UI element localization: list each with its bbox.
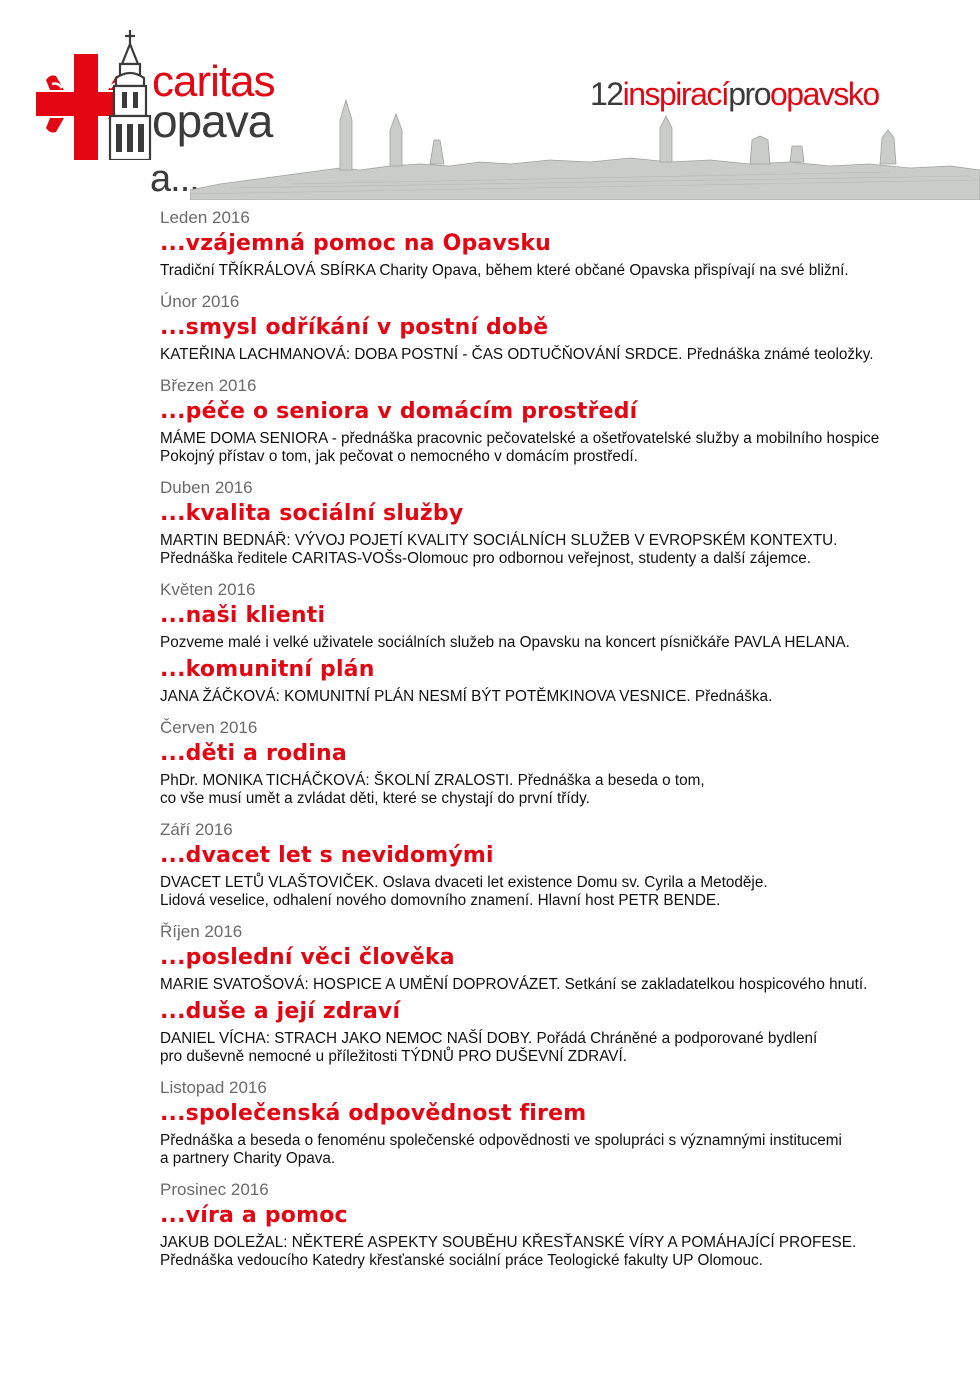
- month-label: Duben 2016: [160, 478, 253, 497]
- topic-description-line: Tradiční TŘÍKRÁLOVÁ SBÍRKA Charity Opava, během které občané Opavska přispívají na své bližní.: [160, 262, 849, 279]
- topic-title: ...péče o seniora v domácím prostředí: [160, 399, 638, 424]
- slogan-word-opavsko: opavsko: [770, 76, 879, 112]
- slogan-word-pro: pro: [728, 76, 770, 112]
- month-label: Září 2016: [160, 820, 233, 839]
- topic-title: ...poslední věci člověka: [160, 945, 455, 970]
- month-label: Únor 2016: [160, 292, 240, 311]
- month-section-june: [160, 718, 940, 808]
- month-label: Prosinec 2016: [160, 1180, 269, 1199]
- month-section-november: [160, 1078, 940, 1168]
- topic-description-line: MARTIN BEDNÁŘ: VÝVOJ POJETÍ KVALITY SOCIÁLNÍCH SLUŽEB V EVROPSKÉM KONTEXTU.: [160, 532, 838, 549]
- logo-suffix: a...: [150, 158, 199, 200]
- topic-title: ...děti a rodina: [160, 741, 347, 766]
- month-label: Říjen 2016: [160, 922, 243, 941]
- topic-description-line: Pokojný přístav o tom, jak pečovat o nemocného v domácím prostředí.: [160, 448, 638, 465]
- program-list: [160, 208, 940, 1282]
- month-section-october: [160, 922, 940, 1066]
- topic-description-line: Pozveme malé i velké uživatele sociálních služeb na Opavsku na koncert písničkáře PAVLA HELANA.: [160, 634, 850, 651]
- topic-description-line: DANIEL VÍCHA: STRACH JAKO NEMOC NAŠÍ DOBY. Pořádá Chráněné a podporované bydlení: [160, 1030, 818, 1047]
- topic-description-line: Přednáška a beseda o fenoménu společenské odpovědnosti ve spolupráci s významnými institucemi: [160, 1132, 842, 1149]
- month-section-january: [160, 208, 940, 280]
- logo-text-caritas: caritas: [152, 57, 275, 106]
- topic-description-line: a partnery Charity Opava.: [160, 1150, 336, 1167]
- topic-description-line: DVACET LETŮ VLAŠTOVIČEK. Oslava dvaceti let existence Domu sv. Cyrila a Metoděje.: [160, 874, 768, 891]
- month-label: Březen 2016: [160, 376, 257, 395]
- church-tower-icon: [102, 30, 158, 160]
- month-label: Leden 2016: [160, 208, 250, 227]
- month-section-december: [160, 1180, 940, 1270]
- topic-title: ...kvalita sociální služby: [160, 501, 464, 526]
- topic-description-line: KATEŘINA LACHMANOVÁ: DOBA POSTNÍ - ČAS ODTUČŇOVÁNÍ SRDCE. Přednáška známé teoložky.: [160, 346, 874, 363]
- topic-description-line: JANA ŽÁČKOVÁ: KOMUNITNÍ PLÁN NESMÍ BÝT POTĚMKINOVA VESNICE. Přednáška.: [160, 688, 773, 705]
- topic-description-line: Přednáška ředitele CARITAS-VOŠs-Olomouc pro odbornou veřejnost, studenty a další zájemce.: [160, 550, 811, 567]
- month-label: Květen 2016: [160, 580, 256, 599]
- logo-text-opava: opava: [152, 95, 273, 147]
- topic-title: ...naši klienti: [160, 603, 326, 628]
- slogan-word-inspiraci: inspirací: [622, 76, 729, 112]
- month-section-september: [160, 820, 940, 910]
- topic-description-line: MÁME DOMA SENIORA - přednáška pracovnic pečovatelské a ošetřovatelské služby a mobilního hospice: [160, 430, 880, 447]
- topic-title: ...duše a její zdraví: [160, 999, 401, 1024]
- month-label: Listopad 2016: [160, 1078, 267, 1097]
- slogan-number: 12: [590, 76, 623, 112]
- topic-description-line: MARIE SVATOŠOVÁ: HOSPICE A UMĚNÍ DOPROVÁZET. Setkání se zakladatelkou hospicového hnutí.: [160, 976, 868, 993]
- topic-title: ...vzájemná pomoc na Opavsku: [160, 231, 552, 256]
- topic-description-line: Přednáška vedoucího Katedry křesťanské sociální práce Teologické fakulty UP Olomouc.: [160, 1252, 763, 1269]
- month-label: Červen 2016: [160, 718, 258, 737]
- topic-description-line: pro duševně nemocné u příležitosti TÝDNŮ PRO DUŠEVNÍ ZDRAVÍ.: [160, 1048, 628, 1065]
- topic-description-line: JAKUB DOLEŽAL: NĚKTERÉ ASPEKTY SOUBĚHU KŘESŤANSKÉ VÍRY A POMÁHAJÍCÍ PROFESE.: [160, 1234, 857, 1251]
- month-section-february: [160, 292, 940, 364]
- month-section-march: [160, 376, 940, 466]
- topic-description-line: Lidová veselice, odhalení nového domovního znamení. Hlavní host PETR BENDE.: [160, 892, 721, 909]
- topic-title: ...společenská odpovědnost firem: [160, 1101, 587, 1126]
- topic-description-line: PhDr. MONIKA TICHÁČKOVÁ: ŠKOLNÍ ZRALOSTI. Přednáška a beseda o tom,: [160, 772, 705, 789]
- month-section-may: [160, 580, 940, 706]
- slogan: [590, 76, 879, 113]
- topic-title: ...dvacet let s nevidomými: [160, 843, 494, 868]
- topic-title: ...smysl odříkání v postní době: [160, 315, 549, 340]
- topic-description-line: co vše musí umět a zvládat děti, které se chystají do první třídy.: [160, 790, 590, 807]
- month-section-april: [160, 478, 940, 568]
- topic-title: ...víra a pomoc: [160, 1203, 348, 1228]
- topic-title: ...komunitní plán: [160, 657, 375, 682]
